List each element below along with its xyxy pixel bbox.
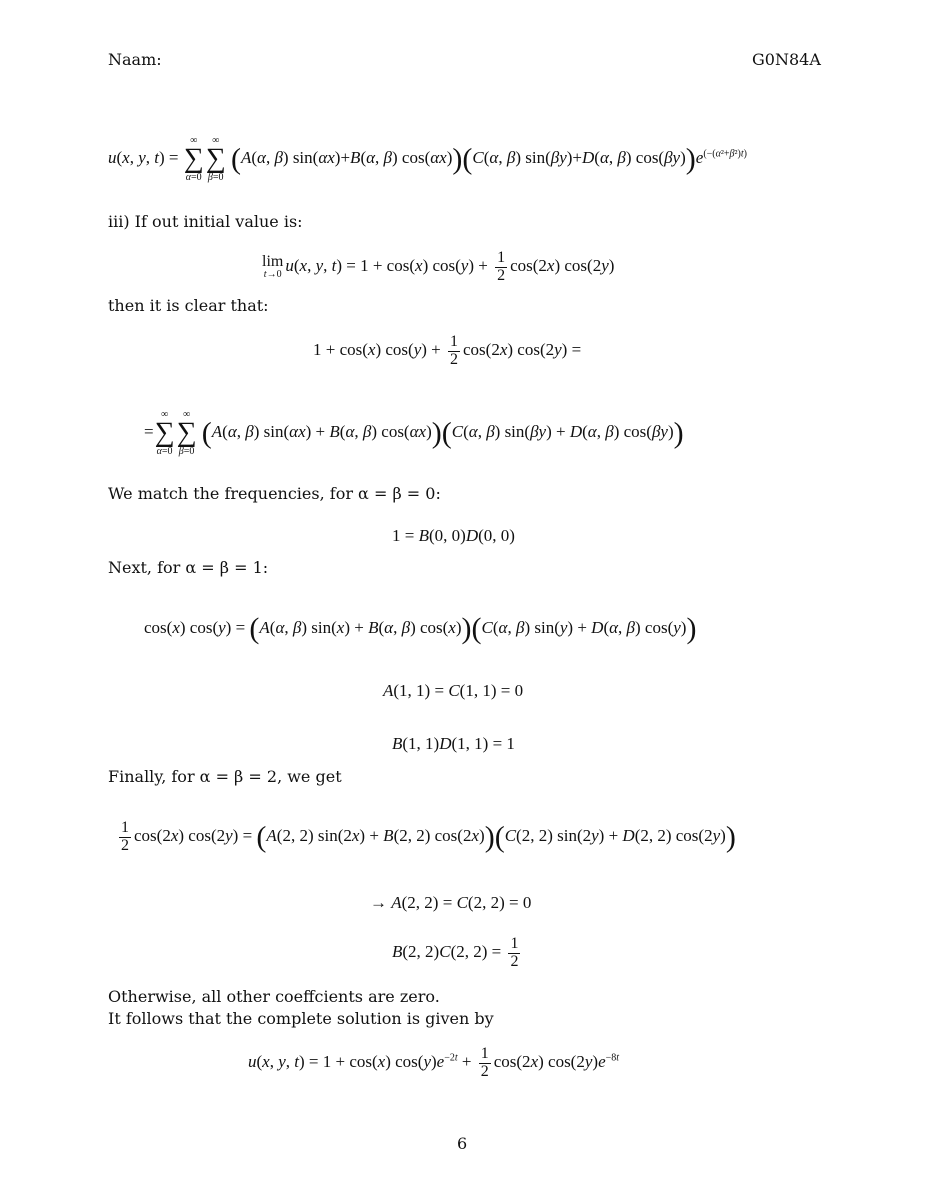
equation-general-solution: u(x, y, t) = ∞ ∑ α=0 ∞ ∑ β=0 (A(α, β) sin(αx)+B(α, β) cos(αx))(C(α, β) sin(βy)+D(α, β) $\cos(\beta y))e^{(-(\alpha^2+\beta^2)t)}$ <box>108 135 747 183</box>
paragraph-otherwise: Otherwise, all other coeffcients are zero. <box>108 987 440 1006</box>
equation-cos-one: cos(x) cos(y) = (A(α, β) sin(x) + B(α, β) cos(x))(C(α, β) sin(y) + D(α, β) cos(y)) <box>144 612 697 645</box>
page-number: 6 <box>457 1134 468 1153</box>
paragraph-finally: Finally, for α = β = 2, we get <box>108 767 342 786</box>
equation-b00: 1 = B(0, 0)D(0, 0) <box>392 526 515 545</box>
paragraph-follows: It follows that the complete solution is given by <box>108 1009 494 1028</box>
equation-solution: u(x, y, t) = 1 + cos(x) $\cos(y)e^{-2t}$ + $\frac{1}{2}$ cos(2x) $\cos(2y)e^{-8t}$ <box>248 1045 620 1080</box>
equation-a22: → A(2, 2) = C(2, 2) = 0 <box>370 893 532 912</box>
document-code: G0N84A <box>752 50 821 69</box>
name-label: Naam: <box>108 50 162 69</box>
paragraph-next: Next, for α = β = 1: <box>108 558 269 577</box>
equation-rhs-sum: = ∞ ∑ α=0 ∞ ∑ β=0 (A(α, β) sin(αx) + B(α, β) cos(αx))(C(α, β) sin(βy) + D(α, β) cos(βy)) <box>144 409 684 457</box>
equation-lhs: 1 + cos(x) cos(y) + $\frac{1}{2}$ cos(2x) cos(2y) = <box>313 333 582 368</box>
equation-a11: A(1, 1) = C(1, 1) = 0 <box>383 681 524 700</box>
equation-b22: B(2, 2)C(2, 2) = $\frac{1}{2}$ <box>392 935 519 970</box>
equation-cos-two: $\frac{1}{2}$ cos(2x) cos(2y) = (A(2, 2) sin(2x) + B(2, 2) cos(2x))(C(2, 2) sin(2y) + D(2, 2) cos(2y)) <box>121 819 736 854</box>
paragraph-initial-value: iii) If out initial value is: <box>108 212 303 231</box>
paragraph-match-frequencies: We match the frequencies, for α = β = 0: <box>108 484 441 503</box>
equation-b11: B(1, 1)D(1, 1) = 1 <box>392 734 515 753</box>
paragraph-then-clear: then it is clear that: <box>108 296 269 315</box>
equation-limit: lim t→0 u(x, y, t) = 1 + cos(x) cos(y) + $\frac{1}{2}$ cos(2x) cos(2y) <box>262 249 615 284</box>
